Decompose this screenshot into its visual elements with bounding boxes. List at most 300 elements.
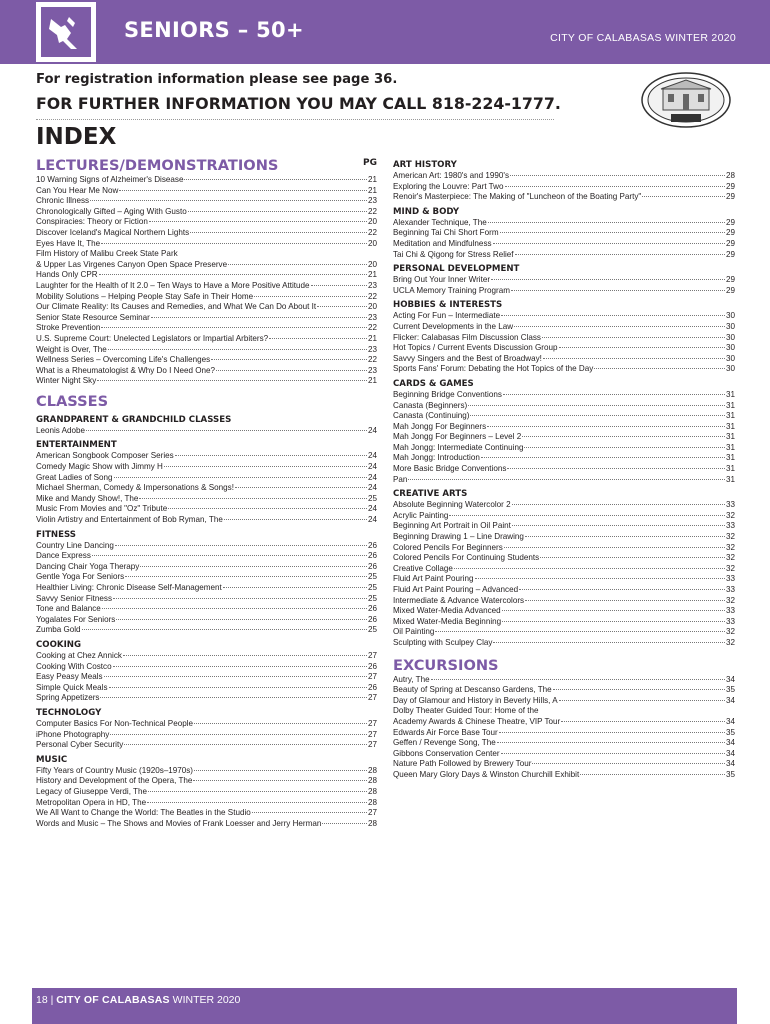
- entry-page: 33: [725, 585, 735, 594]
- dot-leader: [193, 780, 367, 781]
- entry-page: 34: [725, 674, 735, 684]
- entry-title: Tai Chi & Qigong for Stress Relief: [393, 249, 514, 259]
- entry-page: 24: [367, 483, 377, 493]
- entry-page: 25: [367, 572, 377, 582]
- index-entry: [36, 693, 377, 704]
- entry-title: Creative Collage: [393, 563, 453, 573]
- entry-title: Great Ladies of Song: [36, 472, 113, 482]
- dot-leader: [503, 394, 725, 395]
- entry-page: 33: [725, 500, 735, 510]
- index-entry: [393, 432, 735, 443]
- dot-leader: [559, 347, 725, 348]
- entry-title: Academy Awards & Chinese Theatre, VIP Tour: [393, 716, 561, 726]
- index-entry: [393, 596, 735, 607]
- entry-title: Spring Appetizers: [36, 693, 100, 703]
- dot-leader: [497, 742, 725, 743]
- index-entry: [36, 730, 377, 741]
- entry-page: 33: [725, 606, 735, 616]
- index-entry: [36, 787, 377, 798]
- index-entry: [393, 364, 735, 375]
- entry-page: 35: [725, 727, 735, 737]
- registration-note: For registration information please see page 36.: [36, 72, 398, 87]
- entry-title: iPhone Photography: [36, 729, 110, 739]
- dot-leader: [512, 504, 725, 505]
- entry-page: 23: [367, 344, 377, 354]
- index-entry: [36, 345, 377, 356]
- index-entry: [36, 594, 377, 605]
- entry-title: Simple Quick Meals: [36, 682, 108, 692]
- entry-title: Violin Artistry and Entertainment of Bob Ryman, The: [36, 515, 223, 525]
- entry-title: Alexander Technique, The: [393, 217, 487, 227]
- index-entry: [36, 572, 377, 583]
- entry-title: Current Developments in the Law: [393, 321, 514, 331]
- dot-leader: [514, 326, 725, 327]
- index-entry: [393, 228, 735, 239]
- index-entry: [393, 717, 735, 728]
- entry-title: Tone and Balance: [36, 604, 101, 614]
- entry-page: 31: [725, 453, 735, 463]
- index-entry: [393, 182, 735, 193]
- dot-leader: [491, 279, 725, 280]
- dot-leader: [113, 598, 367, 599]
- dot-leader: [90, 200, 367, 201]
- entry-page: 32: [725, 595, 735, 605]
- entry-title: Dance Express: [36, 551, 91, 561]
- excursions-list: [393, 675, 735, 781]
- entry-title: Flicker: Calabasas Film Discussion Class: [393, 332, 541, 342]
- entry-title: Dancing Chair Yoga Therapy: [36, 561, 140, 571]
- dot-leader: [99, 274, 367, 275]
- section-heading-lectures: LECTURES/DEMONSTRATIONS PG: [36, 156, 377, 175]
- entry-page: 34: [725, 738, 735, 748]
- dot-leader: [594, 368, 725, 369]
- entry-page: 20: [367, 217, 377, 227]
- subsection-heading: ART HISTORY: [393, 160, 457, 170]
- dot-leader: [211, 359, 367, 360]
- subsection-heading: GRANDPARENT & GRANDCHILD CLASSES: [36, 414, 232, 425]
- entry-page: 21: [367, 175, 377, 184]
- entry-page: 34: [725, 748, 735, 758]
- entry-title: Oil Painting: [393, 627, 435, 637]
- dot-leader: [454, 568, 725, 569]
- index-entry: [393, 685, 735, 696]
- entry-title: American Art: 1980's and 1990's: [393, 171, 510, 180]
- index-entry: [393, 275, 735, 286]
- entry-title: Beauty of Spring at Descanso Gardens, The: [393, 685, 552, 695]
- publication-label: CITY OF CALABASAS WINTER 2020: [550, 32, 736, 44]
- index-entry: [36, 292, 377, 303]
- index-entry: [393, 322, 735, 333]
- subsection-heading: HOBBIES & INTERESTS: [393, 300, 503, 311]
- entry-page: 26: [367, 561, 377, 571]
- entry-title: & Upper Las Virgenes Canyon Open Space Preserve: [36, 259, 228, 269]
- entry-title: Personal Cyber Security: [36, 740, 124, 750]
- entry-page: 24: [367, 472, 377, 482]
- dot-leader: [82, 629, 367, 630]
- entry-title: Easy Peasy Meals: [36, 672, 103, 682]
- entry-title: Cooking at Chez Annick: [36, 650, 122, 660]
- entry-title: Mah Jongg: Intermediate Continuing: [393, 442, 524, 452]
- entry-title: Edwards Air Force Base Tour: [393, 727, 498, 737]
- page-column-label: PG: [363, 158, 377, 168]
- index-entry: [393, 500, 735, 511]
- entry-page: 27: [367, 808, 377, 818]
- entry-page: 33: [725, 616, 735, 626]
- entry-title: Can You Hear Me Now: [36, 185, 119, 195]
- entry-page: 23: [367, 312, 377, 322]
- entry-title: Colored Pencils For Continuing Students: [393, 553, 540, 563]
- entry-title: Nature Path Followed by Brewery Tour: [393, 759, 532, 769]
- entry-page: 35: [725, 685, 735, 695]
- entry-page: 27: [367, 693, 377, 703]
- entry-page: 29: [725, 238, 735, 248]
- entry-page: 26: [367, 614, 377, 624]
- entry-title: Weight is Over, The: [36, 344, 107, 354]
- index-heading: INDEX: [36, 124, 117, 150]
- dot-leader: [168, 508, 367, 509]
- dot-leader: [510, 175, 725, 176]
- hawk-icon: [41, 7, 91, 57]
- entry-page: 33: [725, 574, 735, 584]
- index-entry: [393, 192, 735, 203]
- index-entry: [36, 473, 377, 484]
- index-entry: [36, 281, 377, 292]
- dot-leader: [322, 823, 367, 824]
- entry-title: More Basic Bridge Conventions: [393, 464, 507, 474]
- dot-leader: [511, 290, 725, 291]
- index-entry: [393, 728, 735, 739]
- dot-leader: [502, 621, 725, 622]
- dot-leader: [147, 802, 367, 803]
- entry-title: Gentle Yoga For Seniors: [36, 572, 125, 582]
- entry-page: 30: [725, 311, 735, 321]
- entry-page: 24: [367, 451, 377, 461]
- index-entry: [36, 776, 377, 787]
- subsection-heading: MIND & BODY: [393, 206, 460, 217]
- entry-page: 25: [367, 593, 377, 603]
- entry-title: Beginning Bridge Conventions: [393, 389, 502, 399]
- classes-list: [36, 415, 377, 829]
- entry-title: Canasta (Continuing): [393, 411, 470, 421]
- header-banner: [0, 0, 770, 64]
- index-entry: [36, 207, 377, 218]
- entry-page: 26: [367, 661, 377, 671]
- entry-page: 24: [367, 504, 377, 514]
- index-entry: [393, 239, 735, 250]
- entry-page: 32: [725, 563, 735, 573]
- index-entry: [36, 766, 377, 777]
- index-entry: [36, 260, 377, 271]
- index-entry: [36, 451, 377, 462]
- index-entry: [393, 390, 735, 401]
- entry-page: 23: [367, 365, 377, 375]
- dot-leader: [269, 338, 367, 339]
- entry-title: Colored Pencils For Beginners: [393, 542, 503, 552]
- index-entry: [393, 770, 735, 781]
- dot-leader: [501, 753, 725, 754]
- dot-leader: [522, 436, 725, 437]
- index-entry: [393, 250, 735, 261]
- entry-page: 21: [367, 270, 377, 280]
- index-entry: [36, 334, 377, 345]
- subsection-heading: FITNESS: [36, 529, 76, 540]
- entry-title: Zumba Gold: [36, 625, 81, 635]
- entry-title: Yogalates For Seniors: [36, 614, 116, 624]
- entry-title: Pan: [393, 474, 408, 484]
- entry-page: 24: [367, 515, 377, 525]
- dot-leader: [194, 723, 367, 724]
- entry-page: 29: [725, 217, 735, 227]
- index-entry: [393, 218, 735, 229]
- index-entry: [36, 186, 377, 197]
- dot-leader: [108, 349, 367, 350]
- index-entry: [36, 302, 377, 313]
- entry-page: 23: [367, 196, 377, 206]
- dot-leader: [102, 608, 367, 609]
- entry-title: Legacy of Giuseppe Verdi, The: [36, 786, 147, 796]
- entry-page: 28: [367, 797, 377, 807]
- entry-page: 29: [725, 181, 735, 191]
- entry-page: 31: [725, 432, 735, 442]
- dot-leader: [223, 587, 367, 588]
- section-heading-excursions: EXCURSIONS: [393, 656, 499, 674]
- entry-title: Mixed Water-Media Advanced: [393, 606, 501, 616]
- entry-title: Comedy Magic Show with Jimmy H: [36, 462, 163, 472]
- entry-title: Fluid Art Paint Pouring – Advanced: [393, 585, 519, 594]
- entry-title: Bring Out Your Inner Writer: [393, 275, 491, 285]
- entry-title: Senior State Resource Seminar: [36, 312, 150, 322]
- index-entry: [393, 422, 735, 433]
- entry-title: Chronic Illness: [36, 196, 90, 206]
- dot-leader: [175, 455, 367, 456]
- index-entry: [36, 366, 377, 377]
- entry-page: 34: [725, 759, 735, 769]
- entry-title: Mixed Water-Media Beginning: [393, 616, 502, 626]
- entry-page: 27: [367, 672, 377, 682]
- dot-leader: [101, 243, 367, 244]
- entry-title: Words and Music – The Shows and Movies of Frank Loesser and Jerry Herman: [36, 818, 322, 828]
- index-entry: [36, 504, 377, 515]
- entry-page: 25: [367, 583, 377, 592]
- entry-page: 29: [725, 249, 735, 259]
- index-entry: [36, 819, 377, 830]
- entry-page: 32: [725, 542, 735, 552]
- entry-page: 31: [725, 400, 735, 410]
- index-entry: [393, 401, 735, 412]
- dot-leader: [228, 264, 367, 265]
- entry-title: Meditation and Mindfulness: [393, 238, 492, 248]
- index-entry: [393, 738, 735, 749]
- entry-title: Renoir's Masterpiece: The Making of "Luncheon of the Boating Party": [393, 192, 642, 202]
- subsection-heading: CARDS & GAMES: [393, 378, 474, 389]
- dot-leader: [110, 734, 367, 735]
- dot-leader: [151, 317, 367, 318]
- entry-page: 21: [367, 185, 377, 195]
- index-entry: [393, 333, 735, 344]
- dot-leader: [493, 243, 725, 244]
- dot-leader: [224, 519, 367, 520]
- dot-leader: [525, 536, 725, 537]
- dot-leader: [470, 415, 725, 416]
- entry-page: 28: [367, 776, 377, 786]
- entry-title: Michael Sherman, Comedy & Impersonations & Songs!: [36, 483, 234, 493]
- dot-leader: [123, 655, 367, 656]
- entry-page: 23: [367, 280, 377, 290]
- entry-title: Hot Topics / Current Events Discussion Group: [393, 343, 558, 353]
- entry-title: Sculpting with Sculpey Clay: [393, 637, 493, 647]
- dot-leader: [500, 232, 725, 233]
- index-entry: [36, 541, 377, 552]
- entry-page: 32: [725, 553, 735, 563]
- dot-leader: [512, 525, 725, 526]
- entry-page: 31: [725, 464, 735, 474]
- senior-center-seal: [641, 72, 731, 128]
- index-entry: [393, 411, 735, 422]
- dot-leader: [408, 479, 725, 480]
- entry-title: Exploring the Louvre: Part Two: [393, 181, 504, 191]
- dot-leader: [216, 370, 367, 371]
- index-entry: [36, 494, 377, 505]
- page-number: 18: [36, 994, 48, 1006]
- index-entry: [393, 759, 735, 770]
- index-entry: [393, 286, 735, 297]
- dot-leader: [504, 547, 725, 548]
- dot-leader: [104, 676, 367, 677]
- dot-leader: [184, 179, 367, 180]
- entry-title: Cooking With Costco: [36, 661, 112, 671]
- entry-page: 22: [367, 206, 377, 216]
- subsection-heading: COOKING: [36, 639, 82, 650]
- entry-title: Leonis Adobe: [36, 425, 86, 435]
- entry-page: 28: [367, 765, 377, 775]
- dot-leader: [475, 578, 725, 579]
- entry-page: 22: [367, 323, 377, 333]
- index-entry: [36, 323, 377, 334]
- dot-leader: [125, 576, 367, 577]
- entry-title: Our Climate Reality: Its Causes and Remedies, and What We Can Do About It: [36, 302, 317, 312]
- dot-leader: [493, 642, 725, 643]
- index-entry: [393, 675, 735, 686]
- entry-page: 27: [367, 729, 377, 739]
- dot-leader: [235, 487, 367, 488]
- dot-leader: [97, 380, 367, 381]
- entry-page: 30: [725, 332, 735, 342]
- entry-page: 24: [367, 462, 377, 472]
- entry-page: 28: [367, 786, 377, 796]
- entry-title: Beginning Art Portrait in Oil Paint: [393, 521, 511, 531]
- subsection-heading: ENTERTAINMENT: [36, 440, 117, 451]
- entry-title: Intermediate & Advance Watercolors: [393, 595, 525, 605]
- entry-page: 30: [725, 364, 735, 374]
- entry-page: 30: [725, 353, 735, 363]
- dot-leader: [114, 477, 367, 478]
- page-title: SENIORS – 50+: [124, 18, 304, 42]
- index-entry: [36, 462, 377, 473]
- entry-title: Queen Mary Glory Days & Winston Churchill Exhibit: [393, 769, 580, 779]
- dot-leader: [449, 515, 725, 516]
- entry-title: Acting For Fun – Intermediate: [393, 311, 501, 321]
- index-entry: Dolby Theater Guided Tour: Home of the: [393, 706, 539, 716]
- dot-leader: [148, 791, 367, 792]
- dot-leader: [502, 610, 725, 611]
- dot-leader: [194, 770, 367, 771]
- index-entry: [36, 562, 377, 573]
- index-entry: [393, 543, 735, 554]
- index-entry: [393, 532, 735, 543]
- entry-title: Winter Night Sky: [36, 376, 97, 386]
- index-entry: [36, 551, 377, 562]
- dot-leader: [115, 545, 367, 546]
- index-entry: [36, 625, 377, 636]
- entry-page: 22: [367, 291, 377, 301]
- index-entry: [36, 798, 377, 809]
- index-entry: [393, 564, 735, 575]
- dot-leader: [100, 697, 367, 698]
- index-entry: [36, 672, 377, 683]
- entry-title: Mah Jongg For Beginners – Level 2: [393, 432, 522, 442]
- entry-page: 29: [725, 285, 735, 295]
- dot-leader: [481, 457, 725, 458]
- city-logo: [36, 2, 96, 62]
- index-entry: [393, 464, 735, 475]
- index-entry: [36, 651, 377, 662]
- index-entry: [393, 553, 735, 564]
- entry-title: Beginning Tai Chi Short Form: [393, 228, 499, 238]
- index-entry: [393, 585, 735, 596]
- entry-title: History and Development of the Opera, The: [36, 776, 193, 786]
- dotted-divider: [36, 119, 554, 120]
- index-entry: [393, 511, 735, 522]
- entry-title: Discover Iceland's Magical Northern Lights: [36, 227, 190, 237]
- entry-page: 31: [725, 442, 735, 452]
- index-entry: [393, 617, 735, 628]
- entry-title: Beginning Drawing 1 – Line Drawing: [393, 532, 524, 542]
- dot-leader: [86, 430, 367, 431]
- entry-title: Mah Jongg: Introduction: [393, 453, 480, 463]
- index-entry: [393, 311, 735, 322]
- index-entry: [36, 217, 377, 228]
- entry-title: Fifty Years of Country Music (1920s–1970s): [36, 765, 194, 775]
- index-entry: [393, 443, 735, 454]
- entry-page: 20: [367, 238, 377, 248]
- dot-leader: [580, 774, 725, 775]
- entry-title: Savvy Singers and the Best of Broadway!: [393, 353, 542, 363]
- dot-leader: [113, 666, 367, 667]
- entry-page: 29: [725, 275, 735, 285]
- dot-leader: [524, 447, 725, 448]
- entry-page: 25: [367, 493, 377, 503]
- dot-leader: [515, 254, 725, 255]
- index-entry: Film History of Malibu Creek State Park: [36, 249, 178, 259]
- entry-title: American Songbook Composer Series: [36, 451, 174, 461]
- dot-leader: [252, 812, 367, 813]
- index-entry: [36, 313, 377, 324]
- entry-title: Chronologically Gifted – Aging With Gusto: [36, 206, 187, 216]
- entry-title: Geffen / Revenge Song, The: [393, 738, 496, 748]
- dot-leader: [254, 296, 367, 297]
- entry-title: Sports Fans' Forum: Debating the Hot Topics of the Day: [393, 364, 594, 374]
- index-entry: [393, 171, 735, 182]
- index-entry: [36, 228, 377, 239]
- entry-page: 20: [367, 302, 377, 312]
- entry-title: Day of Glamour and History in Beverly Hills, A: [393, 695, 558, 705]
- index-entry: [36, 355, 377, 366]
- entry-page: 32: [725, 532, 735, 542]
- entry-page: 25: [367, 625, 377, 635]
- dot-leader: [188, 211, 367, 212]
- index-entry: [393, 696, 735, 707]
- dot-leader: [116, 619, 367, 620]
